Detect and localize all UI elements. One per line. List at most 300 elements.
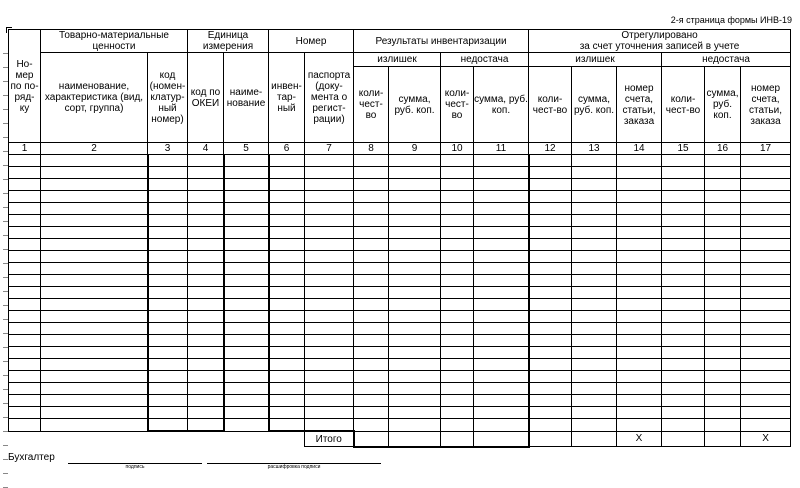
table-cell[interactable] bbox=[305, 299, 354, 311]
table-cell[interactable] bbox=[148, 311, 188, 323]
table-cell[interactable] bbox=[224, 179, 269, 191]
table-cell[interactable] bbox=[41, 275, 148, 287]
table-cell[interactable] bbox=[188, 227, 224, 239]
table-cell[interactable] bbox=[354, 191, 389, 203]
table-cell[interactable] bbox=[188, 419, 224, 432]
table-cell[interactable] bbox=[474, 323, 529, 335]
table-cell[interactable] bbox=[389, 275, 441, 287]
table-cell[interactable] bbox=[269, 215, 305, 227]
table-cell[interactable] bbox=[389, 227, 441, 239]
table-cell[interactable] bbox=[389, 251, 441, 263]
table-cell[interactable] bbox=[389, 311, 441, 323]
table-cell[interactable] bbox=[148, 203, 188, 215]
table-cell[interactable] bbox=[474, 407, 529, 419]
table-cell[interactable] bbox=[148, 251, 188, 263]
table-cell[interactable] bbox=[269, 191, 305, 203]
table-cell[interactable] bbox=[741, 227, 791, 239]
table-cell[interactable] bbox=[529, 239, 572, 251]
table-cell[interactable] bbox=[705, 215, 741, 227]
table-cell[interactable] bbox=[474, 179, 529, 191]
table-cell[interactable] bbox=[148, 287, 188, 299]
table-cell[interactable] bbox=[389, 167, 441, 179]
table-cell[interactable] bbox=[224, 311, 269, 323]
table-cell[interactable] bbox=[474, 359, 529, 371]
table-cell[interactable] bbox=[662, 347, 705, 359]
table-cell[interactable] bbox=[572, 407, 617, 419]
table-cell[interactable] bbox=[572, 215, 617, 227]
table-cell[interactable] bbox=[705, 239, 741, 251]
table-cell[interactable] bbox=[269, 335, 305, 347]
table-cell[interactable] bbox=[148, 359, 188, 371]
table-cell[interactable] bbox=[662, 395, 705, 407]
table-cell[interactable] bbox=[572, 359, 617, 371]
table-cell[interactable] bbox=[529, 287, 572, 299]
table-cell[interactable] bbox=[617, 311, 662, 323]
table-cell[interactable] bbox=[741, 347, 791, 359]
table-cell[interactable] bbox=[705, 179, 741, 191]
table-cell[interactable] bbox=[617, 335, 662, 347]
table-cell[interactable] bbox=[705, 203, 741, 215]
table-cell[interactable] bbox=[269, 275, 305, 287]
table-cell[interactable] bbox=[9, 155, 41, 167]
table-cell[interactable] bbox=[224, 215, 269, 227]
table-cell[interactable] bbox=[572, 335, 617, 347]
table-cell[interactable] bbox=[572, 239, 617, 251]
table-cell[interactable] bbox=[441, 371, 474, 383]
table-cell[interactable] bbox=[705, 335, 741, 347]
table-cell[interactable] bbox=[705, 407, 741, 419]
table-cell[interactable] bbox=[662, 323, 705, 335]
table-cell[interactable] bbox=[224, 155, 269, 167]
table-cell[interactable] bbox=[188, 371, 224, 383]
table-cell[interactable] bbox=[741, 359, 791, 371]
table-cell[interactable] bbox=[305, 359, 354, 371]
table-cell[interactable] bbox=[474, 203, 529, 215]
table-cell[interactable] bbox=[354, 323, 389, 335]
table-cell[interactable] bbox=[148, 239, 188, 251]
table-cell[interactable] bbox=[662, 335, 705, 347]
table-cell[interactable] bbox=[441, 203, 474, 215]
table-cell[interactable] bbox=[148, 335, 188, 347]
table-cell[interactable] bbox=[188, 215, 224, 227]
table-cell[interactable] bbox=[389, 359, 441, 371]
table-cell[interactable] bbox=[389, 395, 441, 407]
table-cell[interactable] bbox=[741, 311, 791, 323]
table-cell[interactable] bbox=[41, 383, 148, 395]
table-cell[interactable] bbox=[572, 311, 617, 323]
table-cell[interactable] bbox=[41, 263, 148, 275]
table-cell[interactable] bbox=[389, 287, 441, 299]
table-cell[interactable] bbox=[354, 359, 389, 371]
table-cell[interactable] bbox=[741, 191, 791, 203]
table-cell[interactable] bbox=[705, 287, 741, 299]
table-cell[interactable] bbox=[662, 179, 705, 191]
table-cell[interactable] bbox=[188, 275, 224, 287]
table-cell[interactable] bbox=[662, 227, 705, 239]
table-cell[interactable] bbox=[441, 287, 474, 299]
table-cell[interactable] bbox=[572, 287, 617, 299]
table-cell[interactable] bbox=[572, 167, 617, 179]
table-cell[interactable] bbox=[474, 239, 529, 251]
table-cell[interactable] bbox=[305, 407, 354, 419]
table-cell[interactable] bbox=[188, 311, 224, 323]
table-cell[interactable] bbox=[705, 275, 741, 287]
table-cell[interactable] bbox=[354, 215, 389, 227]
table-cell[interactable] bbox=[441, 263, 474, 275]
table-cell[interactable] bbox=[148, 263, 188, 275]
table-cell[interactable] bbox=[188, 179, 224, 191]
table-cell[interactable] bbox=[389, 155, 441, 167]
total-cell[interactable] bbox=[705, 431, 741, 447]
table-cell[interactable] bbox=[705, 227, 741, 239]
table-cell[interactable] bbox=[662, 263, 705, 275]
table-cell[interactable] bbox=[617, 275, 662, 287]
table-cell[interactable] bbox=[224, 263, 269, 275]
table-cell[interactable] bbox=[389, 347, 441, 359]
table-cell[interactable] bbox=[148, 275, 188, 287]
table-cell[interactable] bbox=[9, 167, 41, 179]
table-cell[interactable] bbox=[617, 287, 662, 299]
table-cell[interactable] bbox=[224, 167, 269, 179]
table-cell[interactable] bbox=[224, 227, 269, 239]
table-cell[interactable] bbox=[224, 419, 269, 432]
table-cell[interactable] bbox=[474, 251, 529, 263]
table-cell[interactable] bbox=[41, 407, 148, 419]
table-cell[interactable] bbox=[354, 287, 389, 299]
table-cell[interactable] bbox=[269, 239, 305, 251]
table-cell[interactable] bbox=[354, 155, 389, 167]
table-cell[interactable] bbox=[662, 311, 705, 323]
table-cell[interactable] bbox=[41, 359, 148, 371]
table-cell[interactable] bbox=[305, 167, 354, 179]
table-cell[interactable] bbox=[269, 203, 305, 215]
table-cell[interactable] bbox=[529, 299, 572, 311]
table-cell[interactable] bbox=[474, 335, 529, 347]
table-cell[interactable] bbox=[741, 179, 791, 191]
table-cell[interactable] bbox=[305, 335, 354, 347]
table-cell[interactable] bbox=[441, 323, 474, 335]
table-cell[interactable] bbox=[441, 383, 474, 395]
total-cell[interactable] bbox=[572, 431, 617, 447]
table-cell[interactable] bbox=[41, 335, 148, 347]
table-cell[interactable] bbox=[529, 359, 572, 371]
table-cell[interactable] bbox=[441, 179, 474, 191]
table-cell[interactable] bbox=[662, 215, 705, 227]
table-cell[interactable] bbox=[529, 395, 572, 407]
table-cell[interactable] bbox=[269, 167, 305, 179]
table-cell[interactable] bbox=[9, 395, 41, 407]
table-cell[interactable] bbox=[572, 299, 617, 311]
table-cell[interactable] bbox=[305, 215, 354, 227]
table-cell[interactable] bbox=[9, 287, 41, 299]
table-cell[interactable] bbox=[389, 383, 441, 395]
table-cell[interactable] bbox=[305, 383, 354, 395]
total-cell[interactable] bbox=[389, 431, 441, 447]
table-cell[interactable] bbox=[389, 299, 441, 311]
table-cell[interactable] bbox=[474, 347, 529, 359]
table-cell[interactable] bbox=[705, 251, 741, 263]
table-cell[interactable] bbox=[188, 287, 224, 299]
table-cell[interactable] bbox=[41, 191, 148, 203]
table-cell[interactable] bbox=[41, 203, 148, 215]
table-cell[interactable] bbox=[474, 383, 529, 395]
table-cell[interactable] bbox=[572, 251, 617, 263]
table-cell[interactable] bbox=[224, 335, 269, 347]
table-cell[interactable] bbox=[354, 311, 389, 323]
table-cell[interactable] bbox=[741, 395, 791, 407]
table-cell[interactable] bbox=[529, 371, 572, 383]
table-cell[interactable] bbox=[662, 203, 705, 215]
table-cell[interactable] bbox=[389, 371, 441, 383]
table-cell[interactable] bbox=[705, 263, 741, 275]
table-cell[interactable] bbox=[354, 263, 389, 275]
table-cell[interactable] bbox=[41, 395, 148, 407]
table-cell[interactable] bbox=[572, 419, 617, 432]
table-cell[interactable] bbox=[389, 203, 441, 215]
total-cell[interactable] bbox=[441, 431, 474, 447]
table-cell[interactable] bbox=[662, 371, 705, 383]
table-cell[interactable] bbox=[529, 419, 572, 432]
table-cell[interactable] bbox=[41, 179, 148, 191]
table-cell[interactable] bbox=[617, 239, 662, 251]
table-cell[interactable] bbox=[9, 335, 41, 347]
table-cell[interactable] bbox=[354, 419, 389, 432]
table-cell[interactable] bbox=[441, 275, 474, 287]
table-cell[interactable] bbox=[148, 227, 188, 239]
table-cell[interactable] bbox=[741, 371, 791, 383]
table-cell[interactable] bbox=[269, 287, 305, 299]
table-cell[interactable] bbox=[305, 347, 354, 359]
table-cell[interactable] bbox=[389, 191, 441, 203]
table-cell[interactable] bbox=[188, 155, 224, 167]
table-cell[interactable] bbox=[474, 191, 529, 203]
table-cell[interactable] bbox=[9, 347, 41, 359]
table-cell[interactable] bbox=[148, 299, 188, 311]
table-cell[interactable] bbox=[741, 407, 791, 419]
table-cell[interactable] bbox=[441, 227, 474, 239]
table-cell[interactable] bbox=[441, 299, 474, 311]
table-cell[interactable] bbox=[269, 359, 305, 371]
table-cell[interactable] bbox=[305, 323, 354, 335]
table-cell[interactable] bbox=[617, 323, 662, 335]
table-cell[interactable] bbox=[389, 179, 441, 191]
table-cell[interactable] bbox=[305, 239, 354, 251]
table-cell[interactable] bbox=[269, 263, 305, 275]
table-cell[interactable] bbox=[572, 191, 617, 203]
table-cell[interactable] bbox=[9, 263, 41, 275]
table-cell[interactable] bbox=[474, 227, 529, 239]
table-cell[interactable] bbox=[224, 239, 269, 251]
table-cell[interactable] bbox=[617, 251, 662, 263]
table-cell[interactable] bbox=[9, 227, 41, 239]
table-cell[interactable] bbox=[529, 191, 572, 203]
table-cell[interactable] bbox=[662, 299, 705, 311]
table-cell[interactable] bbox=[188, 395, 224, 407]
table-cell[interactable] bbox=[529, 167, 572, 179]
table-cell[interactable] bbox=[441, 167, 474, 179]
table-cell[interactable] bbox=[224, 395, 269, 407]
table-cell[interactable] bbox=[188, 299, 224, 311]
table-cell[interactable] bbox=[224, 191, 269, 203]
table-cell[interactable] bbox=[705, 311, 741, 323]
table-cell[interactable] bbox=[529, 179, 572, 191]
table-cell[interactable] bbox=[705, 323, 741, 335]
table-cell[interactable] bbox=[529, 275, 572, 287]
table-cell[interactable] bbox=[617, 359, 662, 371]
table-cell[interactable] bbox=[305, 263, 354, 275]
table-cell[interactable] bbox=[705, 359, 741, 371]
table-cell[interactable] bbox=[474, 167, 529, 179]
table-cell[interactable] bbox=[188, 167, 224, 179]
table-cell[interactable] bbox=[441, 251, 474, 263]
table-cell[interactable] bbox=[188, 347, 224, 359]
table-cell[interactable] bbox=[662, 155, 705, 167]
table-cell[interactable] bbox=[529, 155, 572, 167]
table-cell[interactable] bbox=[305, 371, 354, 383]
table-cell[interactable] bbox=[305, 395, 354, 407]
table-cell[interactable] bbox=[148, 419, 188, 432]
table-cell[interactable] bbox=[572, 263, 617, 275]
table-cell[interactable] bbox=[9, 275, 41, 287]
table-cell[interactable] bbox=[617, 155, 662, 167]
table-cell[interactable] bbox=[572, 347, 617, 359]
table-cell[interactable] bbox=[389, 239, 441, 251]
table-cell[interactable] bbox=[354, 239, 389, 251]
table-cell[interactable] bbox=[41, 227, 148, 239]
table-cell[interactable] bbox=[741, 263, 791, 275]
table-cell[interactable] bbox=[9, 419, 41, 432]
table-cell[interactable] bbox=[224, 347, 269, 359]
table-cell[interactable] bbox=[389, 323, 441, 335]
table-cell[interactable] bbox=[148, 371, 188, 383]
table-cell[interactable] bbox=[269, 251, 305, 263]
table-cell[interactable] bbox=[529, 227, 572, 239]
table-cell[interactable] bbox=[41, 371, 148, 383]
table-cell[interactable] bbox=[305, 227, 354, 239]
table-cell[interactable] bbox=[188, 191, 224, 203]
table-cell[interactable] bbox=[41, 251, 148, 263]
table-cell[interactable] bbox=[617, 215, 662, 227]
table-cell[interactable] bbox=[705, 299, 741, 311]
table-cell[interactable] bbox=[41, 419, 148, 432]
table-cell[interactable] bbox=[389, 419, 441, 432]
table-cell[interactable] bbox=[305, 311, 354, 323]
table-cell[interactable] bbox=[741, 155, 791, 167]
table-cell[interactable] bbox=[354, 395, 389, 407]
table-cell[interactable] bbox=[354, 407, 389, 419]
table-cell[interactable] bbox=[741, 251, 791, 263]
table-cell[interactable] bbox=[741, 419, 791, 432]
table-cell[interactable] bbox=[662, 275, 705, 287]
total-cell[interactable] bbox=[529, 431, 572, 447]
table-cell[interactable] bbox=[224, 359, 269, 371]
table-cell[interactable] bbox=[269, 395, 305, 407]
table-cell[interactable] bbox=[41, 323, 148, 335]
table-cell[interactable] bbox=[224, 371, 269, 383]
table-cell[interactable] bbox=[269, 419, 305, 432]
table-cell[interactable] bbox=[269, 299, 305, 311]
table-cell[interactable] bbox=[9, 311, 41, 323]
table-cell[interactable] bbox=[705, 155, 741, 167]
table-cell[interactable] bbox=[617, 299, 662, 311]
table-cell[interactable] bbox=[224, 383, 269, 395]
table-cell[interactable] bbox=[741, 167, 791, 179]
table-cell[interactable] bbox=[441, 239, 474, 251]
table-cell[interactable] bbox=[354, 251, 389, 263]
table-cell[interactable] bbox=[617, 227, 662, 239]
table-cell[interactable] bbox=[572, 179, 617, 191]
table-cell[interactable] bbox=[529, 383, 572, 395]
table-cell[interactable] bbox=[474, 275, 529, 287]
table-cell[interactable] bbox=[224, 299, 269, 311]
table-cell[interactable] bbox=[572, 155, 617, 167]
table-cell[interactable] bbox=[662, 251, 705, 263]
table-cell[interactable] bbox=[662, 359, 705, 371]
table-cell[interactable] bbox=[572, 371, 617, 383]
table-cell[interactable] bbox=[269, 323, 305, 335]
total-cell[interactable] bbox=[474, 431, 529, 447]
table-cell[interactable] bbox=[441, 191, 474, 203]
table-cell[interactable] bbox=[354, 227, 389, 239]
table-cell[interactable] bbox=[305, 179, 354, 191]
table-cell[interactable] bbox=[41, 347, 148, 359]
table-cell[interactable] bbox=[572, 227, 617, 239]
table-cell[interactable] bbox=[269, 155, 305, 167]
table-cell[interactable] bbox=[305, 419, 354, 432]
table-cell[interactable] bbox=[741, 323, 791, 335]
table-cell[interactable] bbox=[474, 263, 529, 275]
table-cell[interactable] bbox=[269, 407, 305, 419]
table-cell[interactable] bbox=[148, 179, 188, 191]
table-cell[interactable] bbox=[188, 383, 224, 395]
table-cell[interactable] bbox=[529, 335, 572, 347]
table-cell[interactable] bbox=[9, 371, 41, 383]
table-cell[interactable] bbox=[148, 215, 188, 227]
table-cell[interactable] bbox=[441, 395, 474, 407]
table-cell[interactable] bbox=[389, 407, 441, 419]
table-cell[interactable] bbox=[269, 179, 305, 191]
table-cell[interactable] bbox=[9, 203, 41, 215]
table-cell[interactable] bbox=[9, 215, 41, 227]
table-cell[interactable] bbox=[662, 239, 705, 251]
table-cell[interactable] bbox=[188, 263, 224, 275]
table-cell[interactable] bbox=[617, 179, 662, 191]
table-cell[interactable] bbox=[662, 383, 705, 395]
table-cell[interactable] bbox=[617, 407, 662, 419]
table-cell[interactable] bbox=[705, 347, 741, 359]
table-cell[interactable] bbox=[474, 287, 529, 299]
table-cell[interactable] bbox=[529, 215, 572, 227]
table-cell[interactable] bbox=[441, 419, 474, 432]
table-cell[interactable] bbox=[269, 383, 305, 395]
table-cell[interactable] bbox=[188, 335, 224, 347]
table-cell[interactable] bbox=[529, 323, 572, 335]
table-cell[interactable] bbox=[529, 407, 572, 419]
table-cell[interactable] bbox=[474, 215, 529, 227]
table-cell[interactable] bbox=[9, 251, 41, 263]
total-cell[interactable] bbox=[354, 431, 389, 447]
table-cell[interactable] bbox=[617, 203, 662, 215]
table-cell[interactable] bbox=[354, 335, 389, 347]
table-cell[interactable] bbox=[41, 311, 148, 323]
table-cell[interactable] bbox=[188, 323, 224, 335]
table-cell[interactable] bbox=[305, 275, 354, 287]
table-cell[interactable] bbox=[9, 179, 41, 191]
table-cell[interactable] bbox=[705, 419, 741, 432]
table-cell[interactable] bbox=[474, 419, 529, 432]
table-cell[interactable] bbox=[572, 323, 617, 335]
table-cell[interactable] bbox=[529, 311, 572, 323]
